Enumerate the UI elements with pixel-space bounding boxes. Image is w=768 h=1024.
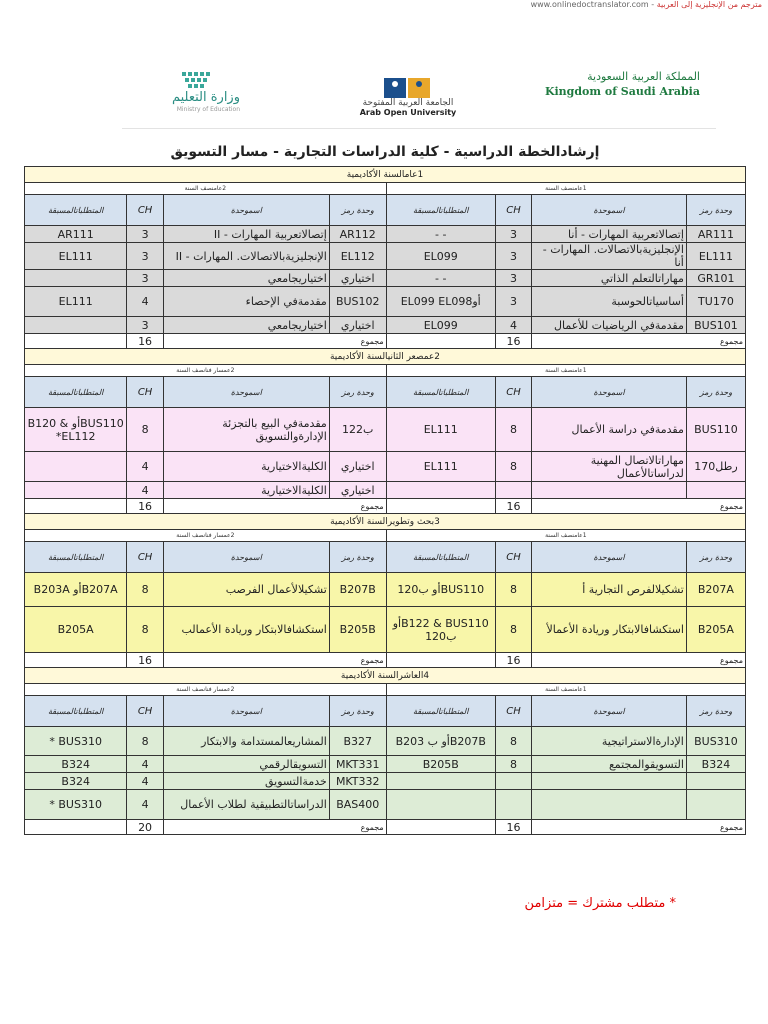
course-prerequisite: BUS310 *	[25, 790, 127, 820]
header-name: اسموحدة	[532, 377, 687, 408]
semester-1-label: 1عامنصف السنة	[386, 530, 745, 542]
course-credit-hours: 8	[127, 727, 163, 756]
moe-logo	[142, 70, 242, 113]
course-row	[25, 317, 746, 334]
header-ch: CH	[127, 696, 163, 727]
course-row	[25, 790, 746, 820]
course-name: إتصالاتعربية المهارات - أنا	[532, 226, 687, 243]
course-credit-hours: 8	[495, 408, 531, 452]
course-prerequisite: B324	[25, 773, 127, 790]
course-name: تشكيلالأعمال الفرصب	[163, 573, 329, 607]
course-name: الإدارةالاستراتيجية	[532, 727, 687, 756]
course-name: الإنجليزيةبالاتصالات. المهارات - أنا	[532, 243, 687, 270]
course-code: BUS101	[686, 317, 745, 334]
course-prerequisite: EL099	[386, 317, 495, 334]
header-prereq: المتطلباتالمسبقة	[386, 377, 495, 408]
course-row	[25, 573, 746, 607]
course-credit-hours: 3	[495, 243, 531, 270]
course-prerequisite: EL099	[386, 243, 495, 270]
course-name: المشاريعالمستدامة والابتكار	[163, 727, 329, 756]
course-credit-hours: 8	[495, 756, 531, 773]
total-label-sem2: مجموع	[163, 653, 386, 668]
course-prerequisite	[25, 317, 127, 334]
total-label-sem2: مجموع	[163, 334, 386, 349]
semester-2-label: 2عمسار فنانصف السنة	[25, 530, 387, 542]
course-code: BAS400	[329, 790, 386, 820]
course-code: اختياري	[329, 452, 386, 482]
column-header-row	[25, 377, 746, 408]
course-prerequisite: B122 & BUS110أو ب120	[386, 607, 495, 653]
course-row	[25, 773, 746, 790]
course-name: الإنجليزيةبالاتصالات. المهارات - II	[163, 243, 329, 270]
header-code: وحدة رمز	[686, 195, 745, 226]
course-name: تشكيلالفرص التجارية أ	[532, 573, 687, 607]
year-row	[25, 349, 746, 365]
course-credit-hours: 8	[127, 607, 163, 653]
header-prereq: المتطلباتالمسبقة	[25, 195, 127, 226]
header-prereq: المتطلباتالمسبقة	[25, 377, 127, 408]
course-name	[532, 790, 687, 820]
header-prereq: المتطلباتالمسبقة	[386, 195, 495, 226]
column-header-row	[25, 195, 746, 226]
course-name: مهاراتالتعلم الذاتي	[532, 270, 687, 287]
course-row	[25, 607, 746, 653]
total-label-sem2: مجموع	[163, 820, 386, 835]
year-row	[25, 514, 746, 530]
header-code: وحدة رمز	[329, 542, 386, 573]
course-code: اختياري	[329, 482, 386, 499]
course-prerequisite: - -	[386, 270, 495, 287]
course-code: BUS110	[686, 408, 745, 452]
column-header-row	[25, 696, 746, 727]
header-ch: CH	[127, 542, 163, 573]
course-code: B327	[329, 727, 386, 756]
course-credit-hours: 4	[127, 773, 163, 790]
course-row	[25, 482, 746, 499]
total-spacer	[25, 499, 127, 514]
course-prerequisite: - -	[386, 226, 495, 243]
column-header-row	[25, 542, 746, 573]
course-name: مقدمةفي دراسة الأعمال	[532, 408, 687, 452]
translator-bar	[531, 0, 762, 9]
course-prerequisite	[386, 773, 495, 790]
course-code: اختياري	[329, 317, 386, 334]
semester-1-label: 1عامنصف السنة	[386, 684, 745, 696]
total-row	[25, 499, 746, 514]
course-prerequisite	[386, 790, 495, 820]
total-value-sem1: 16	[495, 499, 531, 514]
course-row	[25, 243, 746, 270]
course-name: استكشافالابتكار وريادة الأعمالأ	[532, 607, 687, 653]
aou-name-ar: الجامعة العربية المفتوحة	[362, 98, 454, 108]
study-plan-table	[24, 166, 746, 835]
course-prerequisite: B324	[25, 756, 127, 773]
course-credit-hours: 3	[495, 226, 531, 243]
course-name: أساسياتالحوسبة	[532, 287, 687, 317]
course-credit-hours: 4	[127, 756, 163, 773]
total-label-sem1: مجموع	[532, 334, 746, 349]
semester-2-label: 2عمسار فنانصف السنة	[25, 365, 387, 377]
semester-row	[25, 530, 746, 542]
course-credit-hours: 3	[127, 270, 163, 287]
semester-1-label: 1عامنصف السنة	[386, 183, 745, 195]
header-name: اسموحدة	[163, 377, 329, 408]
course-name: الكليةالاختيارية	[163, 452, 329, 482]
translator-site[interactable]: www.onlinedoctranslator.com	[530, 0, 649, 9]
course-credit-hours: 4	[495, 317, 531, 334]
year-row	[25, 167, 746, 183]
header-ch: CH	[495, 377, 531, 408]
total-spacer	[386, 653, 495, 668]
year-row	[25, 668, 746, 684]
course-credit-hours: 8	[495, 573, 531, 607]
course-prerequisite	[25, 482, 127, 499]
total-spacer	[386, 334, 495, 349]
semester-row	[25, 183, 746, 195]
course-code: B207B	[329, 573, 386, 607]
course-name: مقدمةفي الرياضيات للأعمال	[532, 317, 687, 334]
course-name	[532, 773, 687, 790]
course-credit-hours	[495, 773, 531, 790]
course-credit-hours	[495, 482, 531, 499]
moe-emblem-icon	[142, 70, 222, 92]
total-label-sem1: مجموع	[532, 820, 746, 835]
header-code: وحدة رمز	[329, 195, 386, 226]
header-prereq: المتطلباتالمسبقة	[386, 542, 495, 573]
course-prerequisite: B205B	[386, 756, 495, 773]
total-row	[25, 820, 746, 835]
semester-2-label: 2عمسار فنانصف السنة	[25, 684, 387, 696]
course-credit-hours: 4	[127, 790, 163, 820]
total-spacer	[386, 499, 495, 514]
header-name: اسموحدة	[163, 542, 329, 573]
course-row	[25, 270, 746, 287]
course-name: الدراساتالتطبيقية لطلاب الأعمال	[163, 790, 329, 820]
course-code: AR111	[686, 226, 745, 243]
header-ch: CH	[127, 195, 163, 226]
course-credit-hours: 8	[127, 573, 163, 607]
course-credit-hours: 4	[127, 482, 163, 499]
course-credit-hours: 3	[127, 243, 163, 270]
header-name: اسموحدة	[532, 195, 687, 226]
year-label: 4العاشرالسنة الأكاديمية	[25, 668, 746, 684]
total-label-sem2: مجموع	[163, 499, 386, 514]
total-value-sem1: 16	[495, 820, 531, 835]
ksa-name-en: Kingdom of Saudi Arabia	[544, 85, 700, 98]
total-row	[25, 334, 746, 349]
total-value-sem1: 16	[495, 653, 531, 668]
course-credit-hours: 8	[495, 452, 531, 482]
total-label-sem1: مجموع	[532, 653, 746, 668]
course-code: B324	[686, 756, 745, 773]
header-prereq: المتطلباتالمسبقة	[25, 542, 127, 573]
total-spacer	[25, 653, 127, 668]
header-name: اسموحدة	[532, 696, 687, 727]
course-code: MKT331	[329, 756, 386, 773]
course-code: GR101	[686, 270, 745, 287]
course-code	[686, 482, 745, 499]
total-value-sem2: 16	[127, 334, 163, 349]
course-code: BUS310	[686, 727, 745, 756]
course-code: B205B	[329, 607, 386, 653]
semester-row	[25, 365, 746, 377]
course-row	[25, 408, 746, 452]
course-code: TU170	[686, 287, 745, 317]
translator-note: مترجم من الإنجليزية إلى العربية	[656, 0, 762, 9]
course-prerequisite: BUS110أو ب120	[386, 573, 495, 607]
course-credit-hours: 3	[127, 317, 163, 334]
total-value-sem2: 20	[127, 820, 163, 835]
course-code: AR112	[329, 226, 386, 243]
course-code: B205A	[686, 607, 745, 653]
course-code: MKT332	[329, 773, 386, 790]
course-name: اختياريجامعي	[163, 317, 329, 334]
aou-book-icon	[382, 76, 434, 100]
course-name: استكشافالابتكار وريادة الأعمالب	[163, 607, 329, 653]
moe-name-ar: وزارة التعليم	[171, 90, 240, 105]
year-label: 3بحث وتطويرالسنة الأكاديمية	[25, 514, 746, 530]
course-prerequisite: EL111	[25, 243, 127, 270]
course-name: خدمةالتسويق	[163, 773, 329, 790]
year-label: 1عامالسنة الأكاديمية	[25, 167, 746, 183]
header-name: اسموحدة	[163, 696, 329, 727]
course-code: ب122	[329, 408, 386, 452]
course-code: BUS102	[329, 287, 386, 317]
header-prereq: المتطلباتالمسبقة	[25, 696, 127, 727]
course-row	[25, 727, 746, 756]
header-name: اسموحدة	[163, 195, 329, 226]
course-credit-hours: 4	[127, 287, 163, 317]
course-prerequisite: BUS110أو B120 & EL112*	[25, 408, 127, 452]
course-prerequisite	[386, 482, 495, 499]
year-label: 2عمصعر الثانيالسنة الأكاديمية	[25, 349, 746, 365]
course-prerequisite: BUS310 *	[25, 727, 127, 756]
aou-logo	[352, 76, 464, 122]
translator-sep: -	[651, 0, 655, 9]
course-prerequisite: B207Bأو ب B203	[386, 727, 495, 756]
course-code: رطل170	[686, 452, 745, 482]
semester-1-label: 1عامنصف السنة	[386, 365, 745, 377]
course-credit-hours	[495, 790, 531, 820]
course-name: التسويقوالمجتمع	[532, 756, 687, 773]
course-prerequisite: B205A	[25, 607, 127, 653]
page-title: إرشادالخطة الدراسية - كلية الدراسات التجارية - مسار التسويق	[170, 144, 600, 160]
header-ch: CH	[495, 195, 531, 226]
header-code: وحدة رمز	[686, 542, 745, 573]
course-credit-hours: 3	[495, 270, 531, 287]
course-name: مهاراتالاتصال المهنية لدراساتالأعمال	[532, 452, 687, 482]
course-prerequisite: EL111	[386, 408, 495, 452]
course-credit-hours: 3	[495, 287, 531, 317]
course-name	[532, 482, 687, 499]
aou-name-en: Arab Open University	[359, 108, 457, 117]
course-code: B207A	[686, 573, 745, 607]
header-ch: CH	[495, 696, 531, 727]
total-spacer	[386, 820, 495, 835]
total-spacer	[25, 820, 127, 835]
header-ch: CH	[127, 377, 163, 408]
header-code: وحدة رمز	[686, 696, 745, 727]
header-code: وحدة رمز	[329, 696, 386, 727]
total-row	[25, 653, 746, 668]
course-prerequisite: EL111	[386, 452, 495, 482]
course-credit-hours: 8	[127, 408, 163, 452]
total-value-sem2: 16	[127, 653, 163, 668]
course-credit-hours: 8	[495, 607, 531, 653]
course-prerequisite	[25, 452, 127, 482]
total-label-sem1: مجموع	[532, 499, 746, 514]
course-code	[686, 790, 745, 820]
course-name: الكليةالاختيارية	[163, 482, 329, 499]
course-code	[686, 773, 745, 790]
course-name: مقدمةفي البيع بالتجزئة الإدارةوالتسويق	[163, 408, 329, 452]
course-code: EL112	[329, 243, 386, 270]
header-code: وحدة رمز	[686, 377, 745, 408]
course-prerequisite: أوEL099 EL098	[386, 287, 495, 317]
course-name: مقدمةفي الإحصاء	[163, 287, 329, 317]
course-name: إتصالاتعربية المهارات - II	[163, 226, 329, 243]
course-row	[25, 756, 746, 773]
course-row	[25, 226, 746, 243]
ksa-name-ar: المملكة العربية السعودية	[587, 70, 700, 83]
course-code: اختياري	[329, 270, 386, 287]
course-prerequisite: EL111	[25, 287, 127, 317]
course-credit-hours: 8	[495, 727, 531, 756]
course-prerequisite: B207Aأو B203A	[25, 573, 127, 607]
semester-2-label: 2عامنصف السنة	[25, 183, 387, 195]
header-code: وحدة رمز	[329, 377, 386, 408]
ksa-heading	[536, 70, 700, 98]
footnote: * متطلب مشترك = متزامن	[524, 896, 676, 911]
course-name: اختياريجامعي	[163, 270, 329, 287]
total-value-sem2: 16	[127, 499, 163, 514]
course-row	[25, 452, 746, 482]
total-spacer	[25, 334, 127, 349]
course-name: التسويقالرقمي	[163, 756, 329, 773]
semester-row	[25, 684, 746, 696]
course-credit-hours: 3	[127, 226, 163, 243]
course-credit-hours: 4	[127, 452, 163, 482]
moe-name-en: Ministry of Education	[176, 106, 240, 113]
header-name: اسموحدة	[532, 542, 687, 573]
course-prerequisite	[25, 270, 127, 287]
course-prerequisite: AR111	[25, 226, 127, 243]
total-value-sem1: 16	[495, 334, 531, 349]
course-code: EL111	[686, 243, 745, 270]
course-row	[25, 287, 746, 317]
header-ch: CH	[495, 542, 531, 573]
header-prereq: المتطلباتالمسبقة	[386, 696, 495, 727]
